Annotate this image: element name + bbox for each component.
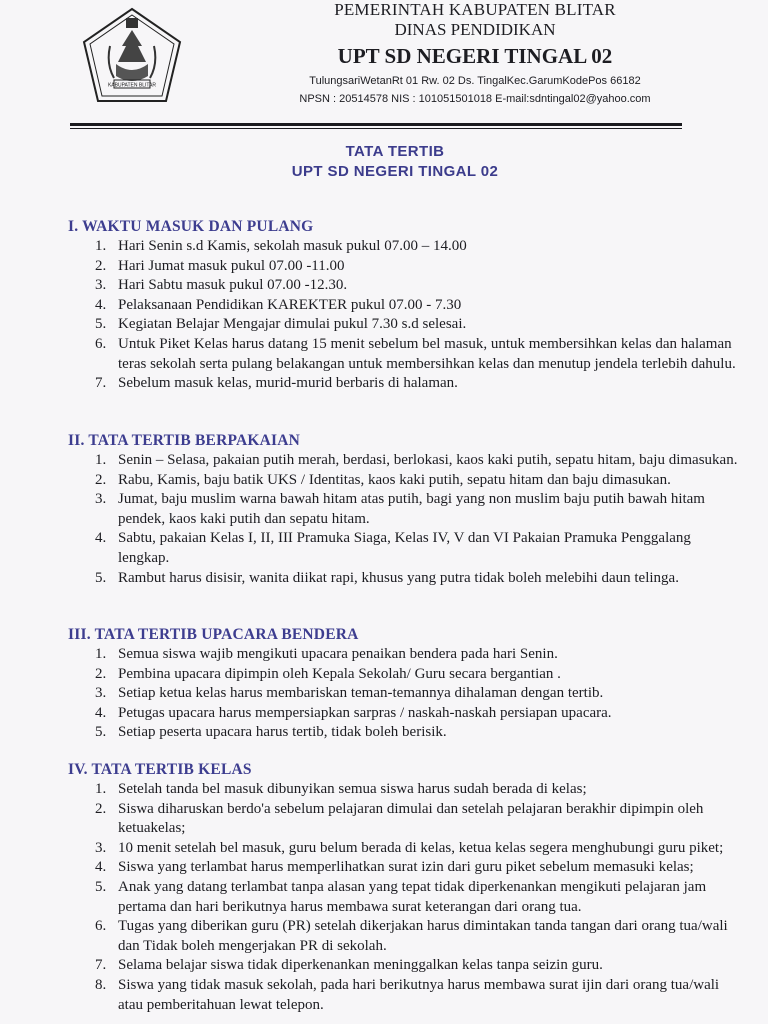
item-text: Hari Jumat masuk pukul 07.00 -11.00	[118, 257, 345, 274]
list-item	[68, 315, 740, 335]
school-address: TulungsariWetanRt 01 Rw. 02 Ds. TingalKec.GarumKodePos 66182	[309, 75, 641, 87]
letterhead	[240, 0, 710, 108]
item-number: 5.	[95, 569, 107, 586]
government-name: PEMERINTAH KABUPATEN BLITAR	[334, 0, 616, 19]
item-text: Sabtu, pakaian Kelas I, II, III Pramuka Siaga, Kelas IV, V dan VI Pakaian Pramuka Penggalang lengkap.	[118, 530, 691, 566]
section-heading: II. TATA TERTIB BERPAKAIAN	[68, 432, 301, 449]
item-number: 3.	[95, 277, 107, 294]
item-text: Setiap ketua kelas harus membariskan teman-temannya dihalaman dengan tertib.	[118, 685, 604, 702]
item-number: 1.	[95, 646, 107, 662]
list-item	[68, 276, 740, 296]
item-number: 3.	[95, 491, 107, 508]
list-item	[68, 780, 740, 800]
item-text: Untuk Piket Kelas harus datang 15 menit sebelum bel masuk, untuk membersihkan kelas dan halaman teras sekolah serta pulang belakangan untuk membersihkan kelas dan menutup jendela terlebih dahulu.	[118, 335, 736, 372]
item-number: 5.	[95, 724, 107, 741]
list-item	[68, 878, 740, 917]
list-item	[68, 569, 740, 589]
item-text: Siswa yang tidak masuk sekolah, pada hari berikutnya harus membawa surat ijin dari orang tua/wali atau pemberitahuan lewat telepon.	[118, 976, 720, 1013]
item-number: 1.	[95, 238, 107, 254]
list-item	[68, 684, 740, 704]
crest-caption: KABUPATEN BLITAR	[107, 82, 157, 89]
item-number: 7.	[95, 375, 107, 392]
item-number: 4.	[95, 859, 107, 876]
item-number: 2.	[95, 471, 107, 488]
rule-list	[68, 645, 740, 743]
list-item	[68, 665, 740, 685]
item-text: Rabu, Kamis, baju batik UKS / Identitas, kaos kaki putih, sepatu hitam dan baju dimasukan.	[118, 471, 671, 488]
item-number: 1.	[95, 452, 107, 468]
list-item	[68, 800, 740, 839]
item-number: 2.	[95, 257, 107, 274]
list-item	[68, 451, 740, 471]
list-item	[68, 976, 740, 1015]
letterhead-divider-thick	[70, 123, 682, 126]
item-text: Tugas yang diberikan guru (PR) setelah dikerjakan harus dimintakan tanda tangan dari orang tua/wali dan Tidak boleh mengerjakan PR di sekolah.	[118, 918, 728, 954]
section-heading: I. WAKTU MASUK DAN PULANG	[68, 218, 314, 235]
item-text: Pelaksanaan Pendidikan KAREKTER pukul 07.00 - 7.30	[118, 296, 462, 313]
item-text: Siswa yang terlambat harus memperlihatkan surat izin dari guru piket sebelum memasuki kelas;	[118, 859, 694, 876]
letterhead-divider-thin	[70, 128, 682, 129]
school-contact: NPSN : 20514578 NIS : 101051501018 E-mail:sdntingal02@yahoo.com	[299, 93, 651, 105]
list-item	[68, 374, 740, 394]
list-item	[68, 335, 740, 374]
item-number: 7.	[95, 957, 107, 974]
document-title: TATA TERTIB	[345, 143, 445, 160]
section-heading: IV. TATA TERTIB KELAS	[68, 761, 252, 778]
item-text: Petugas upacara harus mempersiapkan sarpras / naskah-naskah persiapan upacara.	[118, 704, 612, 721]
list-item	[68, 723, 740, 743]
item-text: Selama belajar siswa tidak diperkenankan meninggalkan kelas tanpa seizin guru.	[118, 957, 603, 974]
list-item	[68, 858, 740, 878]
item-text: Rambut harus disisir, wanita diikat rapi, khusus yang putra tidak boleh melebihi daun telinga.	[118, 569, 679, 586]
department-name: DINAS PENDIDIKAN	[394, 20, 556, 39]
item-text: Hari Senin s.d Kamis, sekolah masuk pukul 07.00 – 14.00	[118, 238, 467, 254]
item-text: Pembina upacara dipimpin oleh Kepala Sekolah/ Guru secara bergantian .	[118, 665, 561, 682]
rule-list	[68, 451, 740, 588]
item-number: 3.	[95, 685, 107, 702]
item-number: 2.	[95, 800, 107, 817]
item-text: Senin – Selasa, pakaian putih merah, berdasi, berlokasi, kaos kaki putih, sepatu hitam, baju dimasukan.	[118, 452, 738, 468]
list-item	[68, 257, 740, 277]
list-item	[68, 645, 740, 665]
item-text: Jumat, baju muslim warna bawah hitam atas putih, bagi yang non muslim baju putih bawah hitam pendek, kaos kaki putih dan sepatu hitam.	[118, 491, 705, 527]
item-number: 8.	[95, 976, 107, 993]
item-number: 2.	[95, 665, 107, 682]
item-text: Anak yang datang terlambat tanpa alasan yang tepat tidak diperkenankan mengikuti pelajaran jam pertama dan hari berikutnya harus membawa surat keterangan dari orang tua.	[118, 878, 707, 915]
item-number: 4.	[95, 530, 107, 547]
regency-crest-icon	[80, 6, 184, 104]
item-number: 6.	[95, 918, 107, 935]
school-name: UPT SD NEGERI TINGAL 02	[337, 44, 613, 68]
section-tata-tertib-kelas	[68, 760, 740, 1015]
section-berpakaian	[68, 431, 740, 588]
item-number: 5.	[95, 878, 107, 895]
item-text: 10 menit setelah bel masuk, guru belum berada di kelas, ketua kelas segera menghubungi guru piket;	[118, 839, 724, 856]
item-number: 1.	[95, 781, 107, 797]
section-heading: III. TATA TERTIB UPACARA BENDERA	[68, 626, 359, 643]
list-item	[68, 296, 740, 316]
item-text: Kegiatan Belajar Mengajar dimulai pukul 7.30 s.d selesai.	[118, 316, 467, 333]
list-item	[68, 529, 740, 568]
section-upacara-bendera	[68, 625, 740, 743]
list-item	[68, 917, 740, 956]
list-item	[68, 490, 740, 529]
rule-list	[68, 237, 740, 394]
document-subtitle: UPT SD NEGERI TINGAL 02	[291, 163, 499, 180]
item-text: Setelah tanda bel masuk dibunyikan semua siswa harus sudah berada di kelas;	[118, 781, 587, 797]
list-item	[68, 839, 740, 859]
item-number: 4.	[95, 296, 107, 313]
section-waktu-masuk	[68, 217, 740, 394]
item-number: 6.	[95, 335, 107, 352]
list-item	[68, 956, 740, 976]
rule-list	[68, 780, 740, 1015]
item-text: Siswa diharuskan berdo'a sebelum pelajaran dimulai dan setelah pelajaran berakhir dipimpin oleh ketuakelas;	[118, 800, 704, 837]
item-number: 5.	[95, 316, 107, 333]
item-number: 4.	[95, 704, 107, 721]
item-text: Hari Sabtu masuk pukul 07.00 -12.30.	[118, 277, 348, 294]
item-number: 3.	[95, 839, 107, 856]
list-item	[68, 237, 740, 257]
item-text: Sebelum masuk kelas, murid-murid berbaris di halaman.	[118, 375, 458, 392]
item-text: Setiap peserta upacara harus tertib, tidak boleh berisik.	[118, 724, 447, 741]
list-item	[68, 704, 740, 724]
list-item	[68, 471, 740, 491]
item-text: Semua siswa wajib mengikuti upacara penaikan bendera pada hari Senin.	[118, 646, 558, 662]
